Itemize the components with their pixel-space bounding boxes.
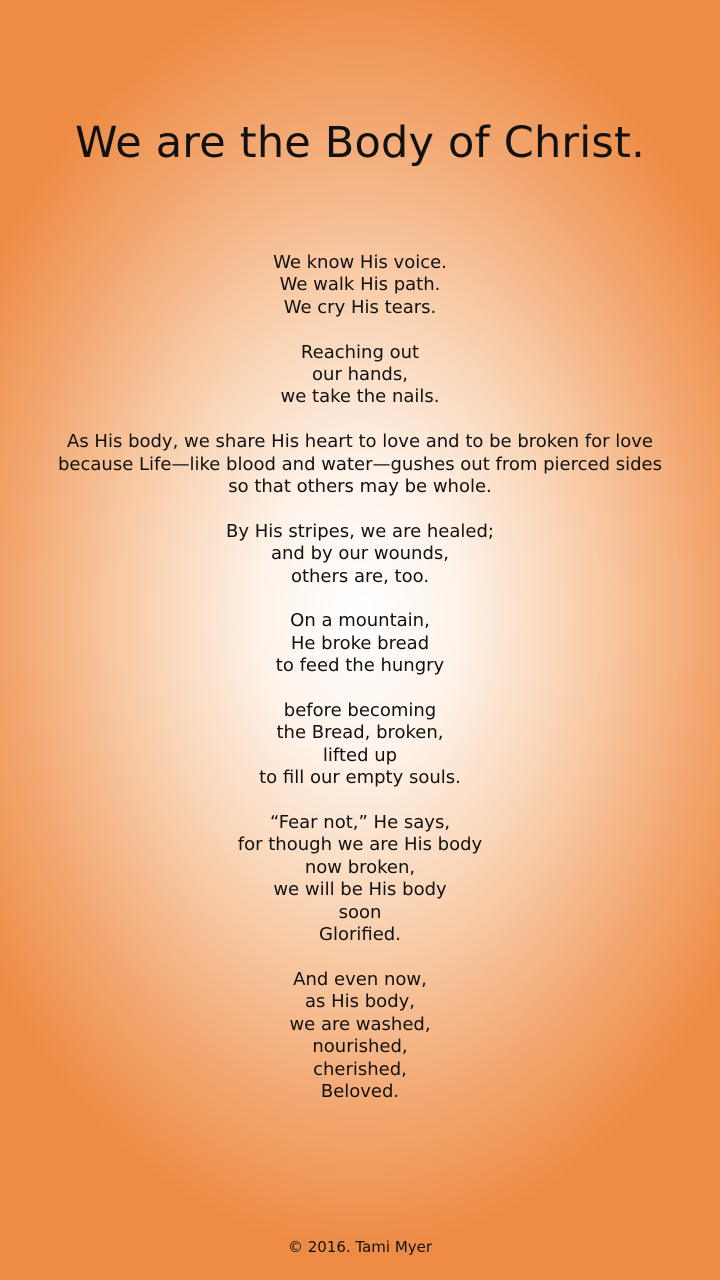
poem-line: before becoming bbox=[283, 700, 437, 722]
poem-line: We know His voice. bbox=[273, 252, 447, 273]
poem-line: Reaching out bbox=[300, 341, 420, 363]
poem-line: we are washed, bbox=[289, 1013, 431, 1035]
poem-line: By His stripes, we are healed; bbox=[226, 520, 494, 542]
poem-line: nourished, bbox=[312, 1036, 408, 1058]
poem-line: we take the nails. bbox=[280, 386, 440, 408]
poem-line: soon bbox=[338, 901, 382, 923]
poem-line: we will be His body bbox=[273, 879, 447, 901]
stanza bbox=[0, 610, 720, 677]
poem-line: Glorified. bbox=[319, 924, 401, 946]
poem-line: others are, too. bbox=[290, 565, 430, 587]
poem-line: We cry His tears. bbox=[283, 296, 437, 318]
poem-line: And even now, bbox=[293, 968, 427, 990]
poem-line: “Fear not,” He says, bbox=[269, 812, 451, 834]
poem-line: As His body, we share His heart to love and to be broken for love bbox=[67, 431, 653, 453]
poem-line: cherished, bbox=[313, 1058, 407, 1080]
stanza bbox=[0, 342, 720, 409]
poem-line: our hands, bbox=[312, 364, 408, 386]
poem-line: now broken, bbox=[304, 856, 416, 878]
stanza bbox=[0, 521, 720, 588]
poem-line: for though we are His body bbox=[237, 834, 483, 856]
poem-title: We are the Body of Christ. bbox=[75, 118, 645, 168]
stanza bbox=[0, 969, 720, 1103]
poem-line: so that others may be whole. bbox=[228, 476, 492, 498]
poem-line: because Life—like blood and water—gushes out from pierced sides bbox=[58, 453, 662, 475]
stanza bbox=[0, 812, 720, 946]
stanza bbox=[0, 700, 720, 790]
poem-body bbox=[0, 252, 720, 1126]
poem-line: We walk His path. bbox=[279, 274, 441, 296]
stanza bbox=[0, 252, 720, 319]
poem-line: to feed the hungry bbox=[275, 655, 445, 677]
poem-line: lifted up bbox=[322, 744, 398, 766]
copyright-notice: © 2016. Tami Myer bbox=[287, 1238, 433, 1256]
poem-line: and by our wounds, bbox=[270, 543, 449, 565]
poem-line: the Bread, broken, bbox=[276, 722, 444, 744]
poem-line: as His body, bbox=[304, 991, 415, 1013]
stanza bbox=[0, 431, 720, 498]
poem-line: Beloved. bbox=[320, 1080, 400, 1102]
poem-line: On a mountain, bbox=[290, 610, 430, 632]
poem-line: He broke bread bbox=[290, 632, 430, 654]
poem-line: to fill our empty souls. bbox=[259, 767, 461, 789]
